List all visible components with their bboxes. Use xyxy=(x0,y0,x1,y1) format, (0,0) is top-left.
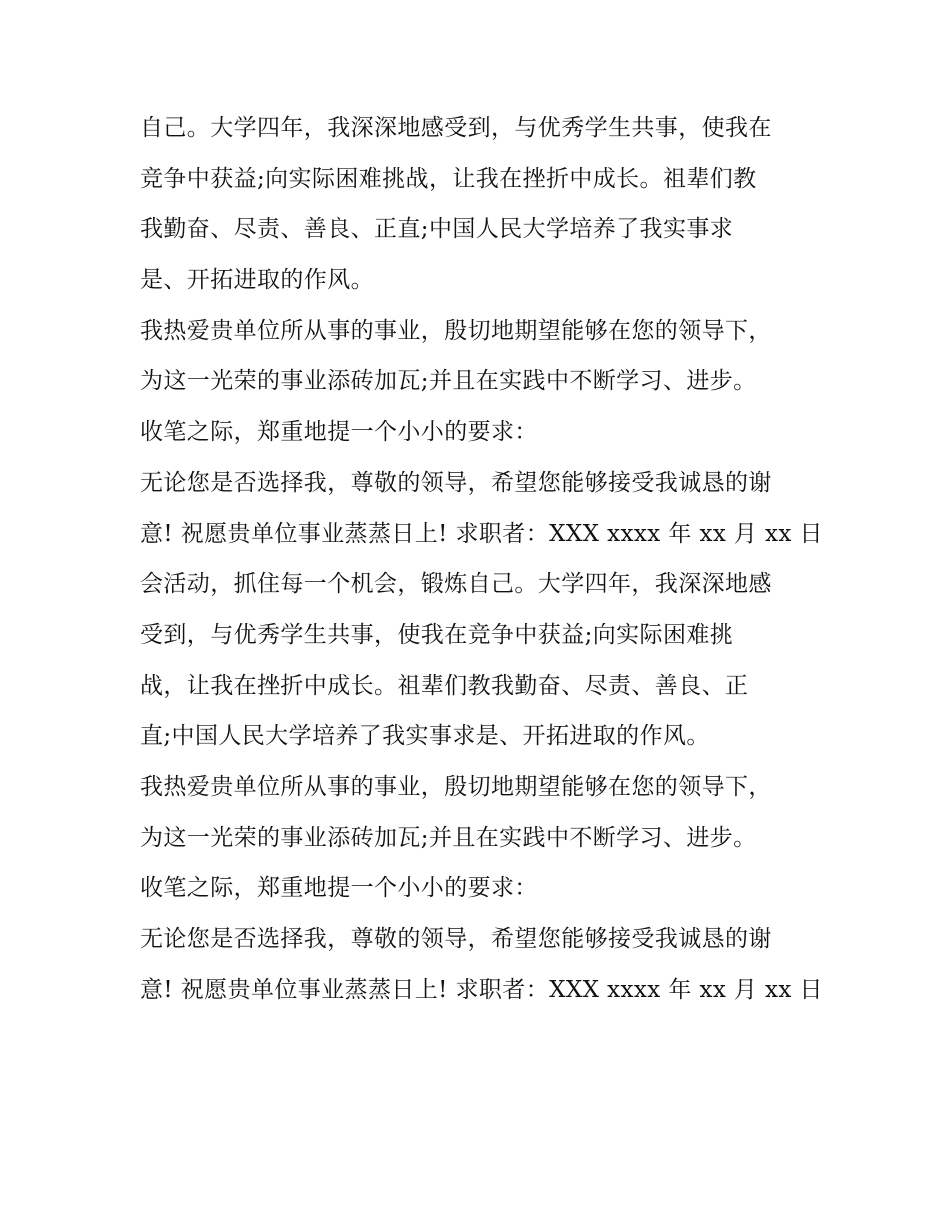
text-line-5: 我热爱贵单位所从事的事业，殷切地期望能够在您的领导下， xyxy=(140,317,772,344)
text-line-12: 战，让我在挫折中成长。祖辈们教我勤奋、尽责、善良、正 xyxy=(140,672,749,699)
text-line-14: 我热爱贵单位所从事的事业，殷切地期望能够在您的领导下， xyxy=(140,773,772,800)
text-line-6: 为这一光荣的事业添砖加瓦;并且在实践中不断学习、进步。 xyxy=(140,368,757,395)
text-line-13: 直;中国人民大学培养了我实事求是、开拓进取的作风。 xyxy=(140,723,710,750)
text-line-8: 无论您是否选择我，尊敬的领导，希望您能够接受我诚恳的谢 xyxy=(140,469,772,496)
text-line-15: 为这一光荣的事业添砖加瓦;并且在实践中不断学习、进步。 xyxy=(140,824,757,851)
text-line-17: 无论您是否选择我，尊敬的领导，希望您能够接受我诚恳的谢 xyxy=(140,926,772,952)
text-line-10: 会活动，抓住每一个机会，锻炼自己。大学四年，我深深地感 xyxy=(140,571,772,598)
text-line-9: 意! 祝愿贵单位事业蒸蒸日上! 求职者：XXX xxxx 年 xx 月 xx 日 xyxy=(140,520,823,547)
text-line-7: 收笔之际，郑重地提一个小小的要求： xyxy=(140,419,538,446)
body-text xyxy=(140,103,830,1015)
text-line-18: 意! 祝愿贵单位事业蒸蒸日上! 求职者：XXX xxxx 年 xx 月 xx 日 xyxy=(140,976,823,1003)
text-line-3: 我勤奋、尽责、善良、正直;中国人民大学培养了我实事求 xyxy=(140,216,734,243)
text-line-4: 是、开拓进取的作风。 xyxy=(140,267,374,294)
text-line-1: 自己。大学四年，我深深地感受到，与优秀学生共事，使我在 xyxy=(140,115,772,141)
text-line-11: 受到，与优秀学生共事，使我在竞争中获益;向实际困难挑 xyxy=(140,621,734,648)
text-line-16: 收笔之际，郑重地提一个小小的要求： xyxy=(140,875,538,902)
text-line-2: 竞争中获益;向实际困难挑战，让我在挫折中成长。祖辈们教 xyxy=(140,165,757,192)
